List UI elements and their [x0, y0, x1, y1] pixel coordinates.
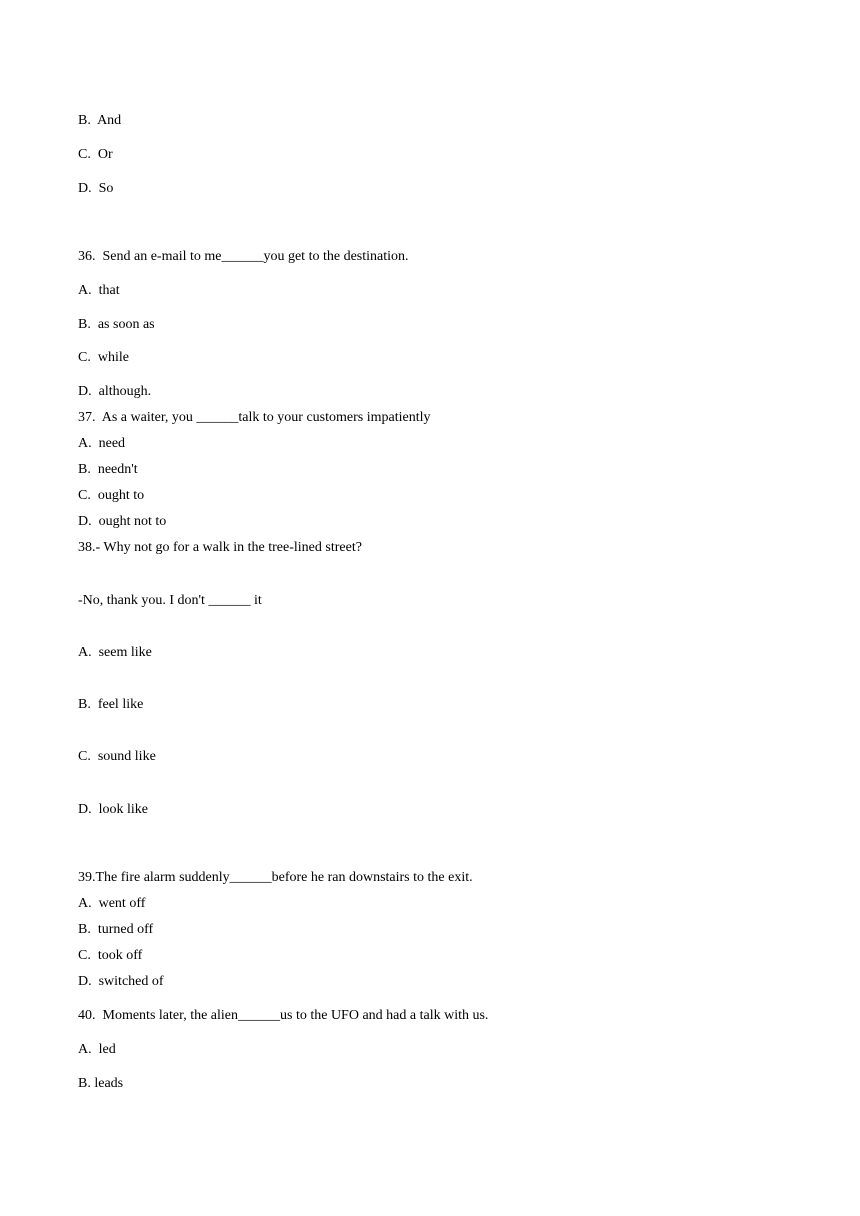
q36-option-d: D. although.	[78, 384, 152, 399]
q37-question: 37. As a waiter, you ______talk to your customers impatiently	[78, 410, 431, 425]
q35-option-d: D. So	[78, 181, 114, 196]
q37-option-a: A. need	[78, 436, 126, 451]
q39-option-a: A. went off	[78, 896, 146, 911]
q38-response: -No, thank you. I don't ______ it	[78, 593, 262, 608]
q39-question: 39.The fire alarm suddenly______before he ran downstairs to the exit.	[78, 870, 473, 885]
q36-question: 36. Send an e-mail to me______you get to the destination.	[78, 249, 409, 264]
q37-option-c: C. ought to	[78, 488, 145, 503]
q38-option-b: B. feel like	[78, 697, 144, 712]
q35-option-b: B. And	[78, 113, 122, 128]
q39-option-d: D. switched of	[78, 974, 164, 989]
q37-option-d: D. ought not to	[78, 514, 167, 529]
q39-option-c: C. took off	[78, 948, 143, 963]
q35-option-c: C. Or	[78, 147, 113, 162]
q40-option-b: B. leads	[78, 1076, 124, 1091]
q36-option-c: C. while	[78, 350, 129, 365]
q38-option-c: C. sound like	[78, 749, 156, 764]
q38-option-d: D. look like	[78, 802, 148, 817]
q38-option-a: A. seem like	[78, 645, 152, 660]
q38-question: 38.- Why not go for a walk in the tree-lined street?	[78, 540, 362, 555]
q40-question: 40. Moments later, the alien______us to the UFO and had a talk with us.	[78, 1008, 489, 1023]
q37-option-b: B. needn't	[78, 462, 138, 477]
q36-option-a: A. that	[78, 283, 120, 298]
q36-option-b: B. as soon as	[78, 317, 155, 332]
q39-option-b: B. turned off	[78, 922, 154, 937]
q40-option-a: A. led	[78, 1042, 116, 1057]
